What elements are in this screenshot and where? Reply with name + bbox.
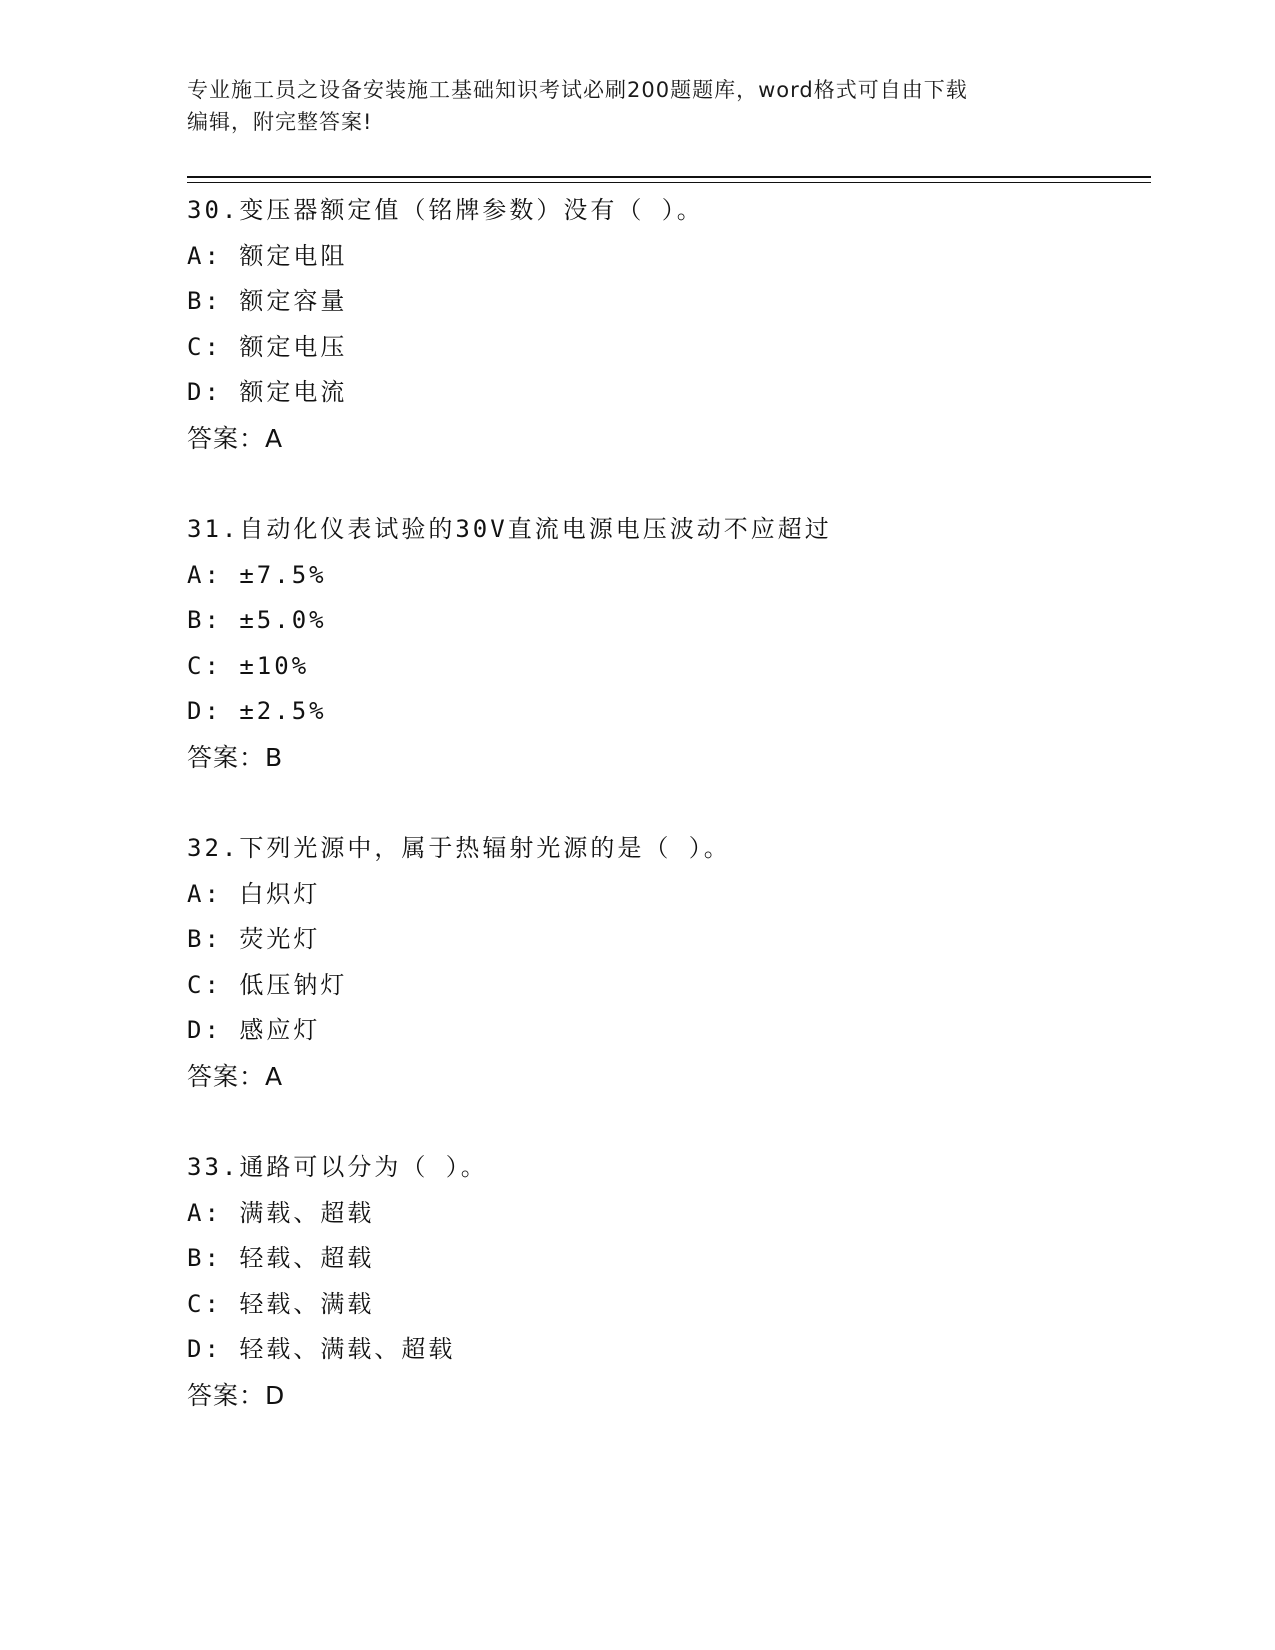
question-stem: 30.变压器额定值（铭牌参数）没有（ ）。 <box>187 196 704 224</box>
option-b: B: 额定容量 <box>187 287 348 316</box>
question-30 <box>187 188 1137 462</box>
option-b: B: 轻载、超载 <box>187 1244 375 1273</box>
option-d: D: 轻载、满载、超载 <box>187 1335 456 1364</box>
option-b: B: ±5.0% <box>187 606 327 635</box>
option-a: A: ±7.5% <box>187 560 327 589</box>
answer-key: 答案：D <box>187 1380 286 1410</box>
document-header <box>187 74 1077 138</box>
header-divider-thick <box>187 176 1151 178</box>
option-d: D: 额定电流 <box>187 378 348 407</box>
answer-key: 答案：A <box>187 423 284 453</box>
option-a: A: 满载、超载 <box>187 1198 375 1227</box>
option-d: D: ±2.5% <box>187 697 327 726</box>
option-d: D: 感应灯 <box>187 1016 321 1045</box>
header-divider-thin <box>187 182 1151 183</box>
answer-key: 答案：B <box>187 742 284 772</box>
option-a: A: 白炽灯 <box>187 879 321 908</box>
question-33 <box>187 1145 1137 1419</box>
question-32 <box>187 826 1137 1100</box>
question-31 <box>187 507 1137 781</box>
header-title-line-1: 专业施工员之设备安装施工基础知识考试必刷200题题库，word格式可自由下载 <box>187 78 968 102</box>
option-c: C: 额定电压 <box>187 332 348 361</box>
option-c: C: 轻载、满载 <box>187 1289 375 1318</box>
answer-key: 答案：A <box>187 1061 284 1091</box>
option-b: B: 荧光灯 <box>187 925 321 954</box>
option-c: C: 低压钠灯 <box>187 970 348 999</box>
header-title-line-2: 编辑，附完整答案! <box>187 110 373 134</box>
question-stem: 32.下列光源中，属于热辐射光源的是（ ）。 <box>187 834 731 862</box>
question-stem: 31.自动化仪表试验的30V直流电源电压波动不应超过 <box>187 515 832 543</box>
question-stem: 33.通路可以分为（ ）。 <box>187 1153 488 1181</box>
option-c: C: ±10% <box>187 651 310 680</box>
option-a: A: 额定电阻 <box>187 241 348 270</box>
